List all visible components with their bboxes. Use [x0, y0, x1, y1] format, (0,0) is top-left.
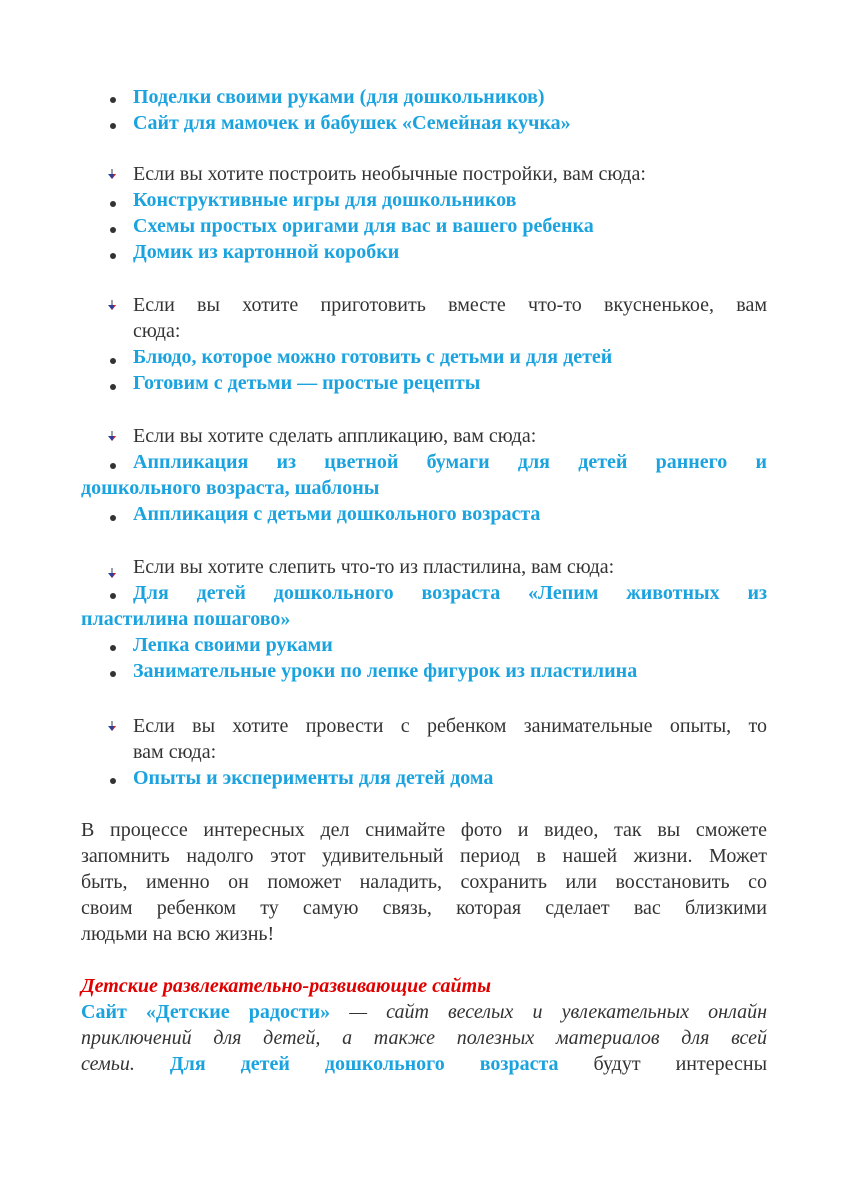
link-dish-with-kids[interactable]: Блюдо, которое можно готовить с детьми и для детей	[133, 346, 613, 368]
arrow-bullet-icon	[106, 430, 118, 442]
arrow-bullet-icon	[106, 168, 118, 180]
bullet-dot-icon	[110, 671, 116, 677]
sites-line-2: приключений для детей, а также полезных материалов для всей	[81, 1027, 767, 1049]
link-applique-paper-line2[interactable]: дошкольного возраста, шаблоны	[81, 477, 380, 499]
section-clay-intro: Если вы хотите слепить что-то из пластилина, вам сюда:	[133, 556, 615, 578]
paragraph-line-2: запомнить надолго этот удивительный период в нашей жизни. Может	[81, 845, 767, 867]
arrow-bullet-icon	[106, 567, 118, 579]
paragraph-line-5: людьми на всю жизнь!	[81, 923, 275, 945]
link-cardboard-house[interactable]: Домик из картонной коробки	[133, 241, 400, 263]
link-origami[interactable]: Схемы простых оригами для вас и вашего ребенка	[133, 215, 594, 237]
link-clay-lessons[interactable]: Занимательные уроки по лепке фигурок из пластилина	[133, 660, 638, 682]
link-clay-handmade[interactable]: Лепка своими руками	[133, 634, 333, 656]
bullet-dot-icon	[110, 515, 116, 521]
bullet-dot-icon	[110, 201, 116, 207]
bullet-dot-icon	[110, 123, 116, 129]
link-cooking-recipes[interactable]: Готовим с детьми — простые рецепты	[133, 372, 481, 394]
section-experiments-intro-line2: вам сюда:	[133, 741, 217, 763]
paragraph-line-4: своим ребенком ту самую связь, которая сделает вас близкими	[81, 897, 767, 919]
bullet-dot-icon	[110, 778, 116, 784]
link-crafts[interactable]: Поделки своими руками (для дошкольников)	[133, 86, 545, 108]
section-applique-intro: Если вы хотите сделать аппликацию, вам сюда:	[133, 425, 537, 447]
link-clay-animals-line2[interactable]: пластилина пошагово»	[81, 608, 291, 630]
bullet-dot-icon	[110, 227, 116, 233]
paragraph-line-1: В процессе интересных дел снимайте фото и видео, так вы сможете	[81, 819, 767, 841]
section-cook-intro-line2: сюда:	[133, 320, 181, 342]
link-applique-preschool[interactable]: Аппликация с детьми дошкольного возраста	[133, 503, 541, 525]
paragraph-line-3: быть, именно он поможет наладить, сохранить или восстановить со	[81, 871, 767, 893]
link-clay-animals-line1[interactable]: Для детей дошкольного возраста «Лепим животных из	[133, 582, 767, 604]
sites-line-3	[81, 1051, 767, 1077]
section-experiments-intro-line1: Если вы хотите провести с ребенком занимательные опыты, то	[133, 715, 767, 737]
sites-line3-start: семьи.	[81, 1053, 135, 1075]
bullet-dot-icon	[110, 593, 116, 599]
sites-line1-rest: — сайт веселых и увлекательных онлайн	[330, 1001, 767, 1023]
sites-heading: Детские развлекательно-развивающие сайты	[81, 975, 492, 997]
link-applique-paper-line1[interactable]: Аппликация из цветной бумаги для детей раннего и	[133, 451, 767, 473]
link-preschool-age[interactable]: Для детей дошкольного возраста	[169, 1053, 559, 1075]
section-cook-intro-line1: Если вы хотите приготовить вместе что-то вкусненькое, вам	[133, 294, 767, 316]
sites-line3-end: будут интересны	[593, 1053, 768, 1075]
bullet-dot-icon	[110, 97, 116, 103]
bullet-dot-icon	[110, 463, 116, 469]
link-experiments-home[interactable]: Опыты и эксперименты для детей дома	[133, 767, 494, 789]
bullet-dot-icon	[110, 645, 116, 651]
sites-line-1	[81, 999, 767, 1025]
arrow-bullet-icon	[106, 720, 118, 732]
bullet-dot-icon	[110, 253, 116, 259]
arrow-bullet-icon	[106, 299, 118, 311]
link-construct-games[interactable]: Конструктивные игры для дошкольников	[133, 189, 517, 211]
bullet-dot-icon	[110, 384, 116, 390]
section-build-intro: Если вы хотите построить необычные постройки, вам сюда:	[133, 163, 646, 185]
link-detskie-radosti[interactable]: Сайт «Детские радости»	[81, 1001, 331, 1023]
link-family-site[interactable]: Сайт для мамочек и бабушек «Семейная кучка»	[133, 112, 571, 134]
bullet-dot-icon	[110, 358, 116, 364]
